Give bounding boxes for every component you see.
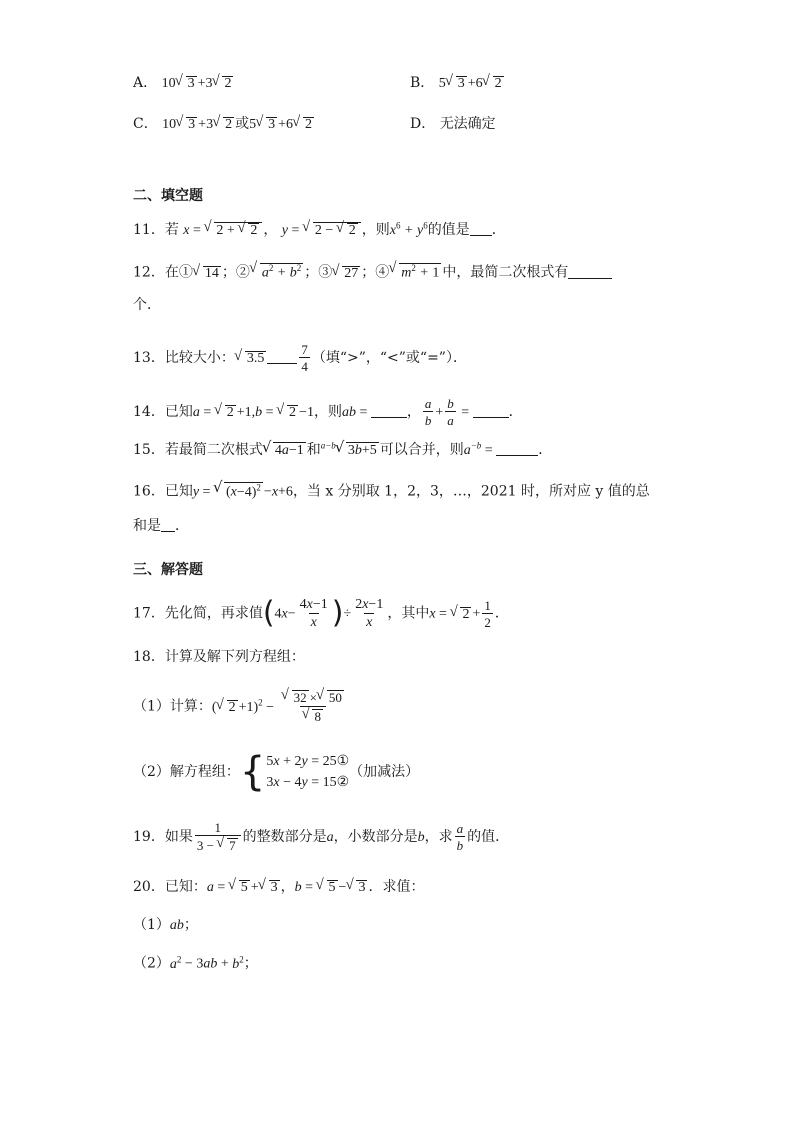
q18-number: 18． [133, 649, 165, 665]
q18-title: 计算及解下列方程组： [164, 649, 305, 665]
q16-line2-text: 和是 [133, 518, 161, 534]
q15-number: 15． [133, 442, 165, 458]
q19-number: 19． [133, 828, 165, 845]
question-16: 16．已知y = √ $(x-4)^2 -x+6$，当 x 分别取 1，2，3，…，2021 时，所对应 y 值的总 [133, 482, 650, 500]
q11-number: 11． [133, 222, 165, 238]
q18-part2 [133, 749, 420, 795]
circle-3: ③ [318, 264, 333, 281]
option-b-label: B． [410, 75, 435, 91]
q16-mid: ，当 x 分别取 1，2，3，…，2021 时，所对应 y 值的总 [292, 483, 650, 500]
option-a-expr: 10√ 3 +3√ 2 [162, 76, 235, 91]
q14-mid: ，则 [313, 404, 342, 420]
answer-blank[interactable] [470, 221, 492, 236]
question-20: 20．已知：a = √ 5 +√ 3 ，b = √ 5 −√ 3 ．求值： [133, 880, 424, 896]
question-13: 13．比较大小：√ 3.5 $\frac{7}{4}$ （填“>”，“<”或“=”）． [133, 343, 467, 373]
q11-pre: 若 [164, 222, 179, 238]
q16-number: 16． [133, 483, 165, 500]
option-c-label: C． [133, 116, 158, 132]
q18-part1: （1）计算：(√ 2 +1)$^2$ − √ 32 ×√ 50 √ 8 [133, 690, 349, 723]
circle-1: ① [178, 264, 193, 281]
answer-blank[interactable] [371, 403, 407, 418]
question-12: 12．在①√ 14 ；②√ $a^2 + b^2$ ；③√ 27 ；④√ $m^2 + 1$ 中，最简二次根式有 [133, 263, 612, 281]
answer-blank[interactable] [496, 441, 538, 456]
option-c [133, 117, 315, 133]
q16-line2 [133, 517, 189, 533]
q20-tail: ．求值： [368, 879, 425, 895]
answer-blank[interactable] [161, 517, 175, 532]
section-fill-heading: 二、填空题 [133, 188, 203, 204]
q16-pre: 已知 [164, 483, 193, 500]
and-word: 和 [306, 442, 321, 458]
q15-pre: 若最简二次根式 [164, 442, 263, 458]
sep: ； [361, 264, 376, 281]
q13-pre: 比较大小： [164, 350, 235, 366]
q20-part1: （1）ab； [133, 917, 198, 933]
answer-blank[interactable] [267, 349, 297, 364]
q18-part2-label: （2）解方程组： [133, 764, 240, 780]
q13-number: 13． [133, 350, 165, 366]
option-a-label: A． [133, 75, 158, 91]
option-b [410, 76, 505, 92]
q16-end: ． [175, 518, 189, 534]
option-d-label: D． [410, 116, 436, 132]
q11-expr: x [183, 223, 190, 238]
q12-pre: 在 [164, 264, 179, 281]
q17-pre: 先化简，再求值 [164, 605, 263, 622]
sep: ， [280, 879, 295, 895]
q19-mid1: 的整数部分是 [242, 828, 327, 845]
or-word: 或 [235, 116, 250, 132]
q11-tail: 的值是 [427, 222, 470, 238]
q18-note: （加减法） [349, 764, 420, 780]
section-solve-heading: 三、解答题 [133, 562, 203, 578]
q20-part1-end: ； [183, 917, 198, 933]
question-19: 19．如果 $\frac{1}{3 - √ 7}$ 的整数部分是a，小数部分是b，求 $\frac{a}{b}$ 的值． [133, 821, 509, 853]
option-b-expr: 5√ 3 +6√ 2 [439, 76, 505, 91]
q11-end: ． [491, 222, 506, 238]
question-11: 11．若 x = √ 2 + √ 2 ， y = √ 2 − √ 2 ，则$x^6 + y^6$的值是 ． [133, 221, 506, 239]
q19-mid3: ，求 [424, 828, 453, 845]
q15-mid: 可以合并，则 [379, 442, 464, 458]
q18-part1-label: （1）计算： [133, 698, 212, 715]
fraction-7-4: $\frac{7}{4}$ [301, 342, 308, 374]
q20-pre: 已知： [164, 879, 207, 895]
q20-part2: $(2)a^2 - 3ab + b^2$； [133, 954, 258, 972]
answer-blank[interactable] [473, 403, 509, 418]
circle-2: ② [235, 264, 250, 281]
option-d [410, 117, 496, 131]
q12-tail: 中，最简二次根式有 [442, 264, 569, 281]
q15-end: ． [538, 442, 553, 458]
question-17: 17．先化简，再求值(4x− $\frac{4x-1}{x}$ )÷ $\frac{2x-1}{x}$ ，其中x = √ 2 + $\frac{1}{2}$ ． [133, 597, 509, 630]
q14-end: ． [508, 404, 523, 420]
q20-part2-label: （2） [133, 955, 170, 972]
sep: ； [304, 264, 319, 281]
q12-line2: 个． [133, 297, 161, 313]
q19-pre: 如果 [164, 828, 193, 845]
answer-blank[interactable] [568, 264, 612, 279]
q19-mid2: ，小数部分是 [333, 828, 418, 845]
q14-number: 14． [133, 404, 165, 420]
q12-number: 12． [133, 264, 165, 281]
sep: ； [221, 264, 236, 281]
q19-end: 的值． [467, 828, 510, 845]
q11-comma: ， [263, 222, 278, 238]
q20-part1-label: （1） [133, 917, 170, 933]
question-18 [133, 650, 305, 664]
q14-pre: 已知 [164, 404, 193, 420]
q17-number: 17． [133, 605, 165, 622]
q17-end: ． [494, 605, 509, 622]
question-14: 14．已知a = √ 2 +1,b = √ 2 −1，则ab = ， $\frac{a}{b}$ + $\frac{b}{a}$ = ． [133, 397, 523, 427]
q11-mid: ，则 [361, 222, 390, 238]
equation-system: { 5x + 2y = 25① 3x − 4y = 15② [239, 749, 350, 795]
option-c-expr-2: 5√ 3 +6√ 2 [249, 117, 315, 132]
option-c-expr: 10√ 3 +3√ 2 [162, 117, 235, 132]
option-a [133, 76, 234, 92]
q20-part2-end: ； [243, 955, 258, 972]
comma: ， [406, 404, 421, 420]
q13-tail: （填“>”，“<”或“=”）． [311, 350, 467, 366]
circle-4: ④ [375, 264, 390, 281]
q17-mid: ，其中 [387, 605, 430, 622]
option-d-text: 无法确定 [439, 116, 496, 132]
question-15: 15．若最简二次根式√ 4a−1 和$^{a-b}$√ 3b+5 可以合并，则$a^{-b}$ = ． [133, 441, 552, 459]
q20-number: 20． [133, 879, 165, 895]
